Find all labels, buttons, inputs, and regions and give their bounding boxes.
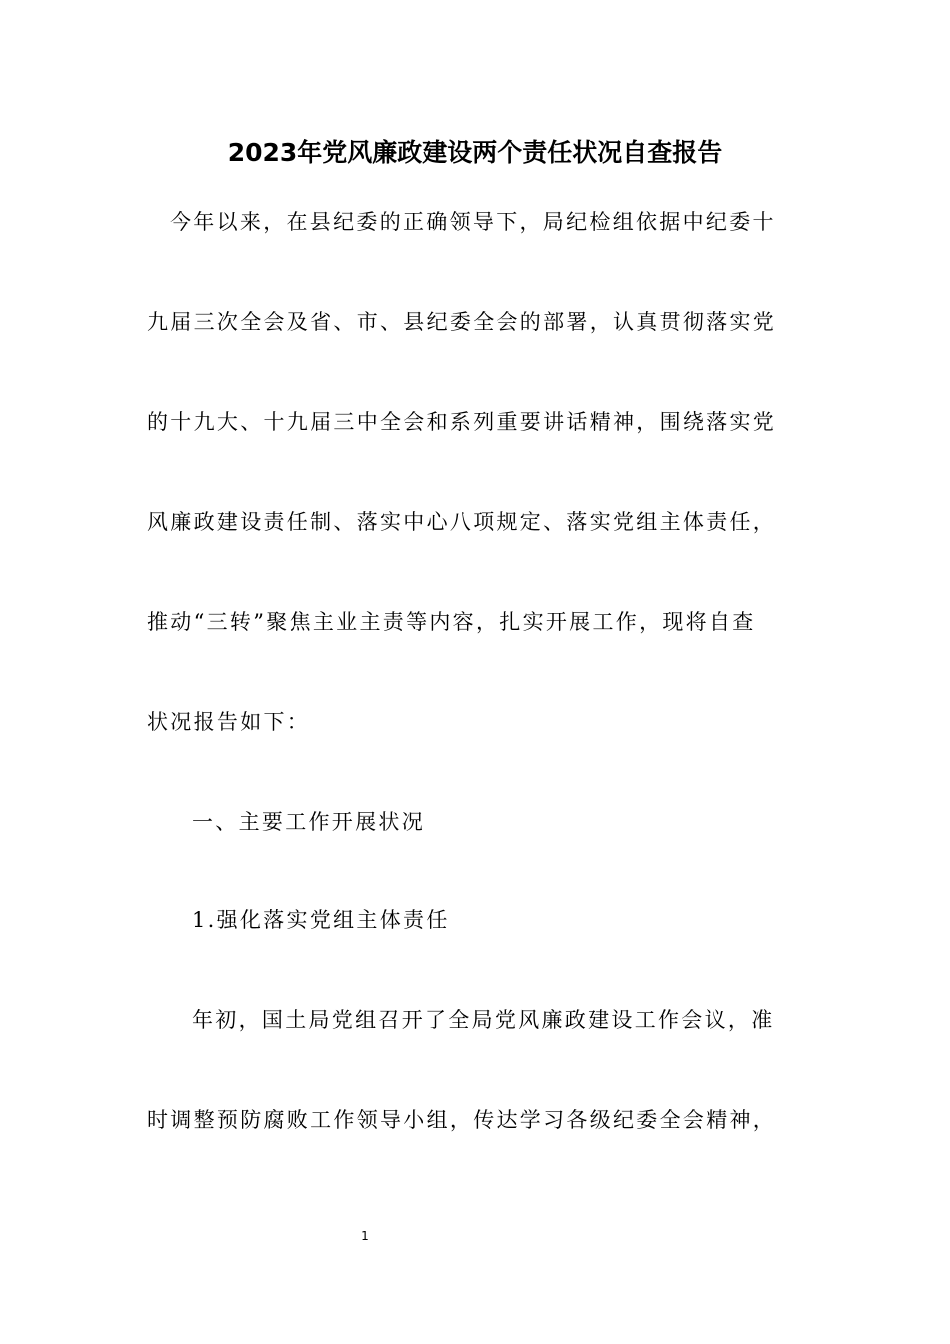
paragraph-line: 时调整预防腐败工作领导小组，传达学习各级纪委全会精神， bbox=[147, 1108, 777, 1132]
paragraph-line: 九届三次全会及省、市、县纪委全会的部署，认真贯彻落实党 bbox=[147, 310, 777, 334]
paragraph-line: 今年以来，在县纪委的正确领导下，局纪检组依据中纪委十 bbox=[170, 210, 776, 234]
page-number: 1 bbox=[361, 1229, 369, 1243]
subsection-heading: 1.强化落实党组主体责任 bbox=[192, 908, 450, 932]
paragraph-line: 推动“三转”聚焦主业主责等内容，扎实开展工作，现将自查 bbox=[147, 610, 756, 634]
paragraph-line: 年初，国土局党组召开了全局党风廉政建设工作会议，准 bbox=[192, 1008, 775, 1032]
section-heading: 一、主要工作开展状况 bbox=[192, 810, 425, 834]
paragraph-line: 状况报告如下： bbox=[147, 710, 311, 734]
paragraph-line: 风廉政建设责任制、落实中心八项规定、落实党组主体责任， bbox=[147, 510, 777, 534]
paragraph-line: 的十九大、十九届三中全会和系列重要讲话精神，围绕落实党 bbox=[147, 410, 777, 434]
document-title: 2023年党风廉政建设两个责任状况自查报告 bbox=[227, 138, 723, 167]
